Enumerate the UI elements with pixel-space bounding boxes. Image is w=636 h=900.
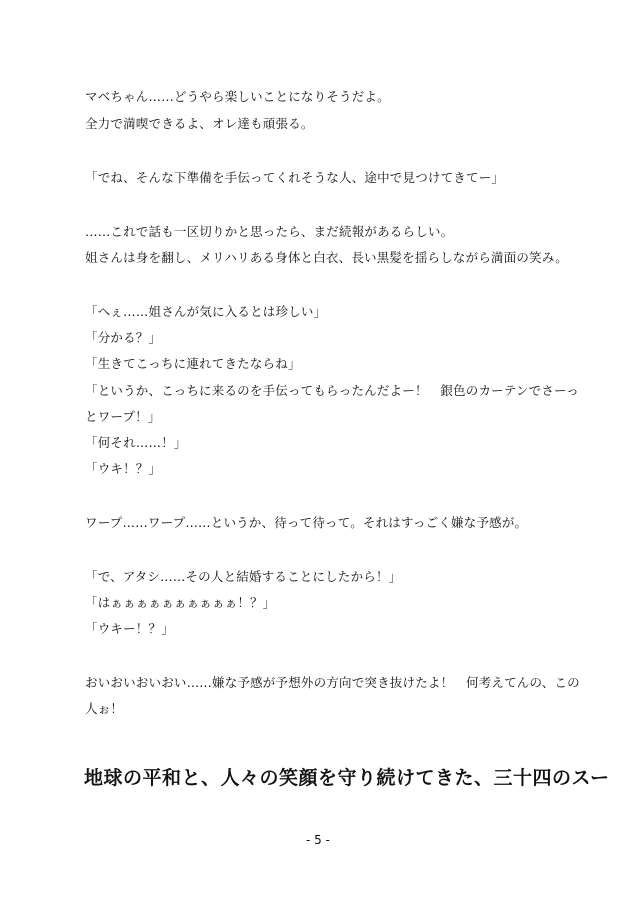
text-line: おいおいおいおい……嫌な予感が予想外の方向で突き抜けたよ！ 何考えてんの、この: [85, 675, 580, 690]
text-line: 「生きてこっちに連れてきたならね」: [85, 356, 301, 371]
text-line: 「で、アタシ……その人と結婚することにしたから！」: [85, 569, 402, 584]
text-line: 「分かる？」: [85, 330, 162, 345]
text-line: 全力で満喫できるよ、オレ達も頑張る。: [85, 116, 314, 131]
text-line: 「ウキー！？」: [85, 621, 174, 636]
page-number: - 5 -: [306, 833, 330, 847]
text-line: マベちゃん……どうやら楽しいことになりそうだよ。: [85, 89, 390, 104]
text-line: 人ぉ！: [85, 701, 124, 716]
text-line: とワープ！」: [85, 409, 161, 424]
text-line: 「というか、こっちに来るのを手伝ってもらったんだよー！ 銀色のカーテンでさーっ: [85, 383, 579, 398]
text-line: 「でね、そんな下準備を手伝ってくれそうな人、途中で見つけてきてー」: [85, 170, 505, 185]
text-line: ……これで話も一区切りかと思ったら、まだ続報があるらしい。: [85, 224, 454, 239]
text-line: 「へぇ……姐さんが気に入るとは珍しい」: [85, 304, 327, 319]
text-line: 「ウキ！？」: [85, 461, 162, 476]
text-line: ワープ……ワープ……というか、待って待って。それはすっごく嫌な予感が。: [85, 515, 528, 530]
text-line: 「何それ……！」: [85, 435, 187, 450]
section-heading: 地球の平和と、人々の笑顔を守り続けてきた、三十四のスー: [84, 767, 610, 789]
text-line: 姐さんは身を翻し、メリハリある身体と白衣、長い黒髪を揺らしながら満面の笑み。: [85, 250, 568, 265]
text-line: 「はぁぁぁぁぁぁぁぁぁぁ！？」: [85, 595, 276, 610]
